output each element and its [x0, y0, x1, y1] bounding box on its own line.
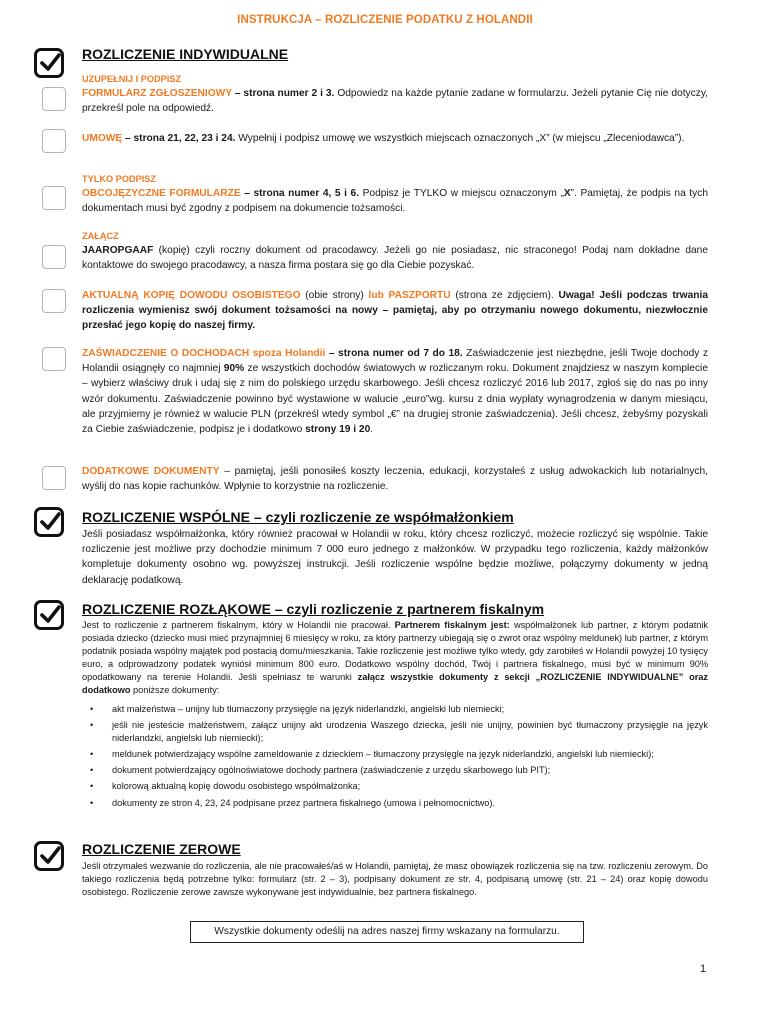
checked-box-icon [34, 841, 64, 871]
item-contract: UMOWĘ – strona 21, 22, 23 i 24. Wypełnij i podpisz umowę we wszystkich miejscach oznaczonych „X” (w miejscu „Zleceniodawca”). [82, 133, 685, 144]
empty-checkbox-icon[interactable] [42, 245, 66, 269]
fiscal-partner-document-list [82, 703, 708, 813]
item-foreign-forms: TYLKO PODPISZ OBCOJĘZYCZNE FORMULARZE – strona numer 4, 5 i 6. Podpisz je TYLKO w miejscu oznaczonym „X”. Pamiętaj, że podpis na tych dokumentach musi być zgodny z podpisem na dokumencie tożsamości. [82, 174, 708, 215]
footer-note: Wszystkie dokumenty odeślij na adres naszej firmy wskazany na formularzu. [190, 921, 584, 943]
checked-box-icon [34, 48, 64, 78]
item-application-form: UZUPEŁNIJ I PODPISZ FORMULARZ ZGŁOSZENIOWY – strona numer 2 i 3. Odpowiedz na każde pytanie zadane w formularzu. Jeżeli pytanie Cię nie dotyczy, przekreśl pole na odpowiedź. [82, 74, 708, 115]
item-jaaropgaaf: ZAŁĄCZ JAAROPGAAF (kopię) czyli roczny dokument od pracodawcy. Jeżeli go nie posiadasz, nic straconego! Podaj nam dokładne dane kontaktowe do swojego pracodawcy, a nasza firma postara się go dla Ciebie pozyskać. [82, 231, 708, 272]
empty-checkbox-icon[interactable] [42, 186, 66, 210]
section-heading-fiscal-partner: ROZLICZENIE ROZŁĄKOWE – czyli rozliczenie z partnerem fiskalnym [82, 601, 545, 617]
list-item: • dokument potwierdzający ogólnoświatowe dochody partnera (zaświadczenie z urzędu skarbowego lub PIT); [82, 764, 708, 777]
section-heading-joint: ROZLICZENIE WSPÓLNE – czyli rozliczenie ze współmałżonkiem [82, 509, 514, 525]
empty-checkbox-icon[interactable] [42, 129, 66, 153]
empty-checkbox-icon[interactable] [42, 347, 66, 371]
item-income-certificate: ZAŚWIADCZENIE O DOCHODACH spoza Holandii – strona numer od 7 do 18. Zaświadczenie jest niezbędne, jeśli Twoje dochody z Holandii osiągnęły co najmniej 90% ze wszystkich dochodów światowych w rozliczanym roku. Dokument znajdziesz w naszym komplecie – wybierz właściwy druk i udaj się z nim do polskiego urzędu skarbowego. Jeśli chcesz rozliczyć 2016 lub 2017, zgłoś się do nas po inny wzór dokumentu. Zaświadczenie powinno być wystawione w walucie „euro”wg. kursu z dnia wypłaty wynagrodzenia w danym miesiącu, ale przyjmiemy je również w walucie PLN (przekreśl wtedy symbol „€” na drugiej stronie zaświadczenia). Jeśli chcesz, żebyśmy pozyskali za Ciebie zaświadczenie, podpisz je i dodatkowo strony 19 i 20. [82, 348, 708, 436]
item-additional-documents: DODATKOWE DOKUMENTY – pamiętaj, jeśli ponosiłeś koszty leczenia, edukacji, korzystałeś z usług adwokackich lub notarialnych, wyślij do nas kopie rachunków. Wpłynie to korzystnie na rozliczenie. [82, 466, 709, 493]
empty-checkbox-icon[interactable] [42, 289, 66, 313]
list-item: • dokumenty ze stron 4, 23, 24 podpisane przez partnera fiskalnego (umowa i pełnomocnictwo). [82, 797, 708, 810]
list-item: • jeśli nie jesteście małżeństwem, załącz unijny akt urodzenia Waszego dziecka, jeśli nie unijny, powinien być tłumaczony przysięgle na język niderlandzki, angielski lub niemiecki); [82, 719, 708, 745]
section-heading-individual: ROZLICZENIE INDYWIDUALNE [82, 46, 289, 62]
list-item: • kolorową aktualną kopię dowodu osobistego współmałżonka; [82, 780, 708, 793]
checked-box-icon [34, 507, 64, 537]
empty-checkbox-icon[interactable] [42, 466, 66, 490]
list-item: • akt małżeństwa – unijny lub tłumaczony przysięgle na język niderlandzki, angielski lub niemiecki; [82, 703, 708, 716]
section-text-fiscal-partner: Jest to rozliczenie z partnerem fiskalnym, który w Holandii nie pracował. Partnerem fiskalnym jest: współmałżonek lub partner, z którym podatnik posiada dziecko (dziecko musi mieć przynajmniej 6 miesięcy w roku, za który partnerzy ubiegają się o zwrot oraz wspólny meldunek) lub partner, z którym podatnik posiada wspólny majątek pod postacią domu/mieszkania. Takie rozliczenie jest możliwe tylko wtedy, gdy zarobiłeś w Holandii powyżej 10 tysięcy euro, a odprowadzony podatek wyniósł minimum 800 euro. Dodatkowo wspólny dochód, Twój i partnera fiskalnego, musi być w minimum 90% opodatkowany na terenie Holandii. Jeśli spełniasz te warunki załącz wszystkie dokumenty z sekcji „ROZLICZENIE INDYWIDUALNE” oraz dodatkowo poniższe dokumenty: [82, 620, 709, 696]
checked-box-icon [34, 600, 64, 630]
page-number: 1 [700, 963, 707, 975]
section-text-zero: Jeśli otrzymałeś wezwanie do rozliczenia, ale nie pracowałeś/aś w Holandii, pamiętaj, że masz obowiązek rozliczenia się na tzw. rozliczeniu zerowym. Do takiego rozliczenia będą potrzebne tylko: formularz (str. 2 – 3), podpisany dokument ze str. 4, podpisaną umowę (str. 21 – 24) oraz kopię dowodu osobistego. Rozliczenie zerowe zawsze wykonywane jest indywidualnie, bez partnera fiskalnego. [82, 861, 708, 898]
page-title: INSTRUKCJA – ROZLICZENIE PODATKU Z HOLANDII [237, 14, 533, 26]
item-id-copy: AKTUALNĄ KOPIĘ DOWODU OSOBISTEGO (obie strony) lub PASZPORTU (strona ze zdjęciem). Uwaga! Jeśli podczas trwania rozliczenia wymienisz swój dokument tożsamości na nowy – pamiętaj, aby po otrzymaniu nowego dokumentu, niezwłocznie przesłać jego kopię do naszej firmy. [82, 290, 708, 332]
section-text-joint: Jeśli posiadasz współmałżonka, który również pracował w Holandii w roku, który chcesz rozliczyć, możecie rozliczyć się wspólnie. Takie rozliczenie jest możliwe przy dochodzie minimum 7 000 euro jednego z małżonków. W przypadku tego rozliczenia, każdy małżonków kompletuje dokumenty osobno wg. powyższej instrukcji. Jeśli rozliczenie wspólne będzie możliwe, połączymy dokumenty w jedną deklarację podatkową. [82, 529, 708, 586]
empty-checkbox-icon[interactable] [42, 87, 66, 111]
section-heading-zero: ROZLICZENIE ZEROWE [82, 841, 241, 857]
list-item: • meldunek potwierdzający wspólne zameldowanie z dzieckiem – tłumaczony przysięgle na język niderlandzki, angielski lub niemiecki); [82, 748, 708, 761]
